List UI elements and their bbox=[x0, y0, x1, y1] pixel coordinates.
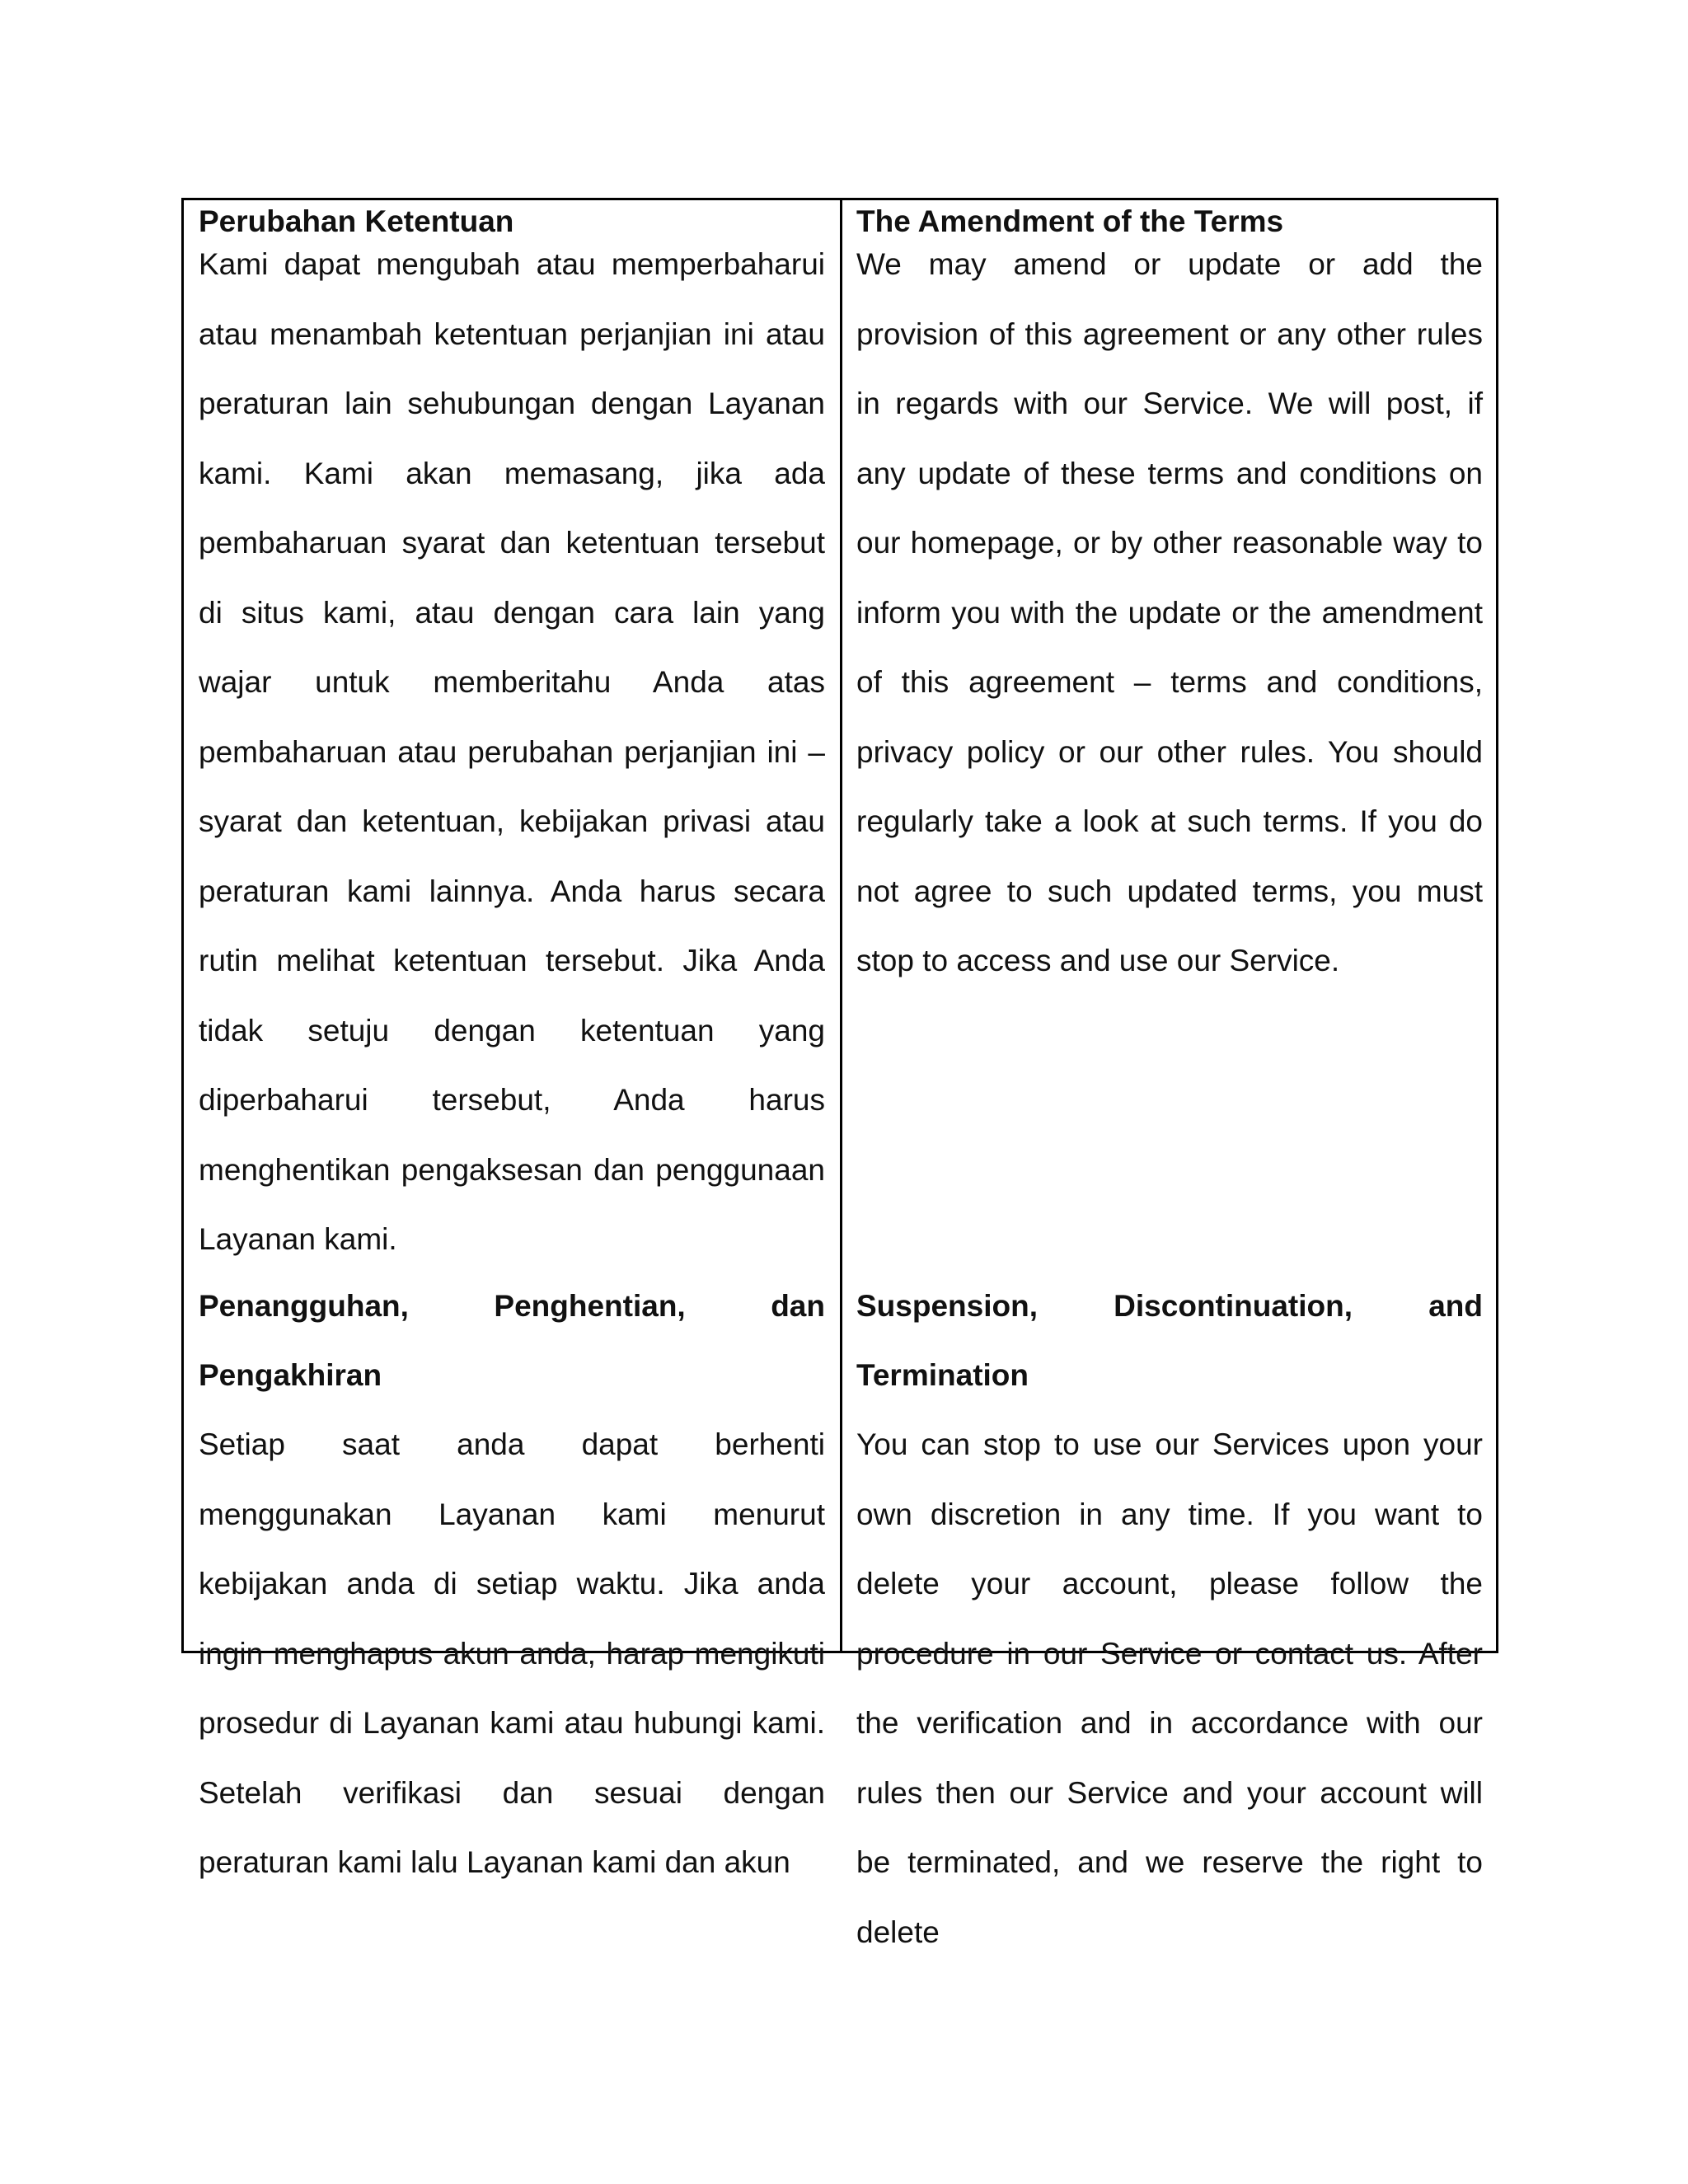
section-heading: Perubahan Ketentuan bbox=[199, 204, 514, 238]
bilingual-terms-table bbox=[181, 198, 1498, 1949]
section-heading: Penangguhan, Penghentian, dan Pengakhiran bbox=[199, 1289, 825, 1392]
section-body: You can stop to use our Services upon your own discretion in any time. If you want to delete your account, please follow the procedure in our Service or contact us. After the verification and in accordance with our rules then our Service and your account will be terminated, and we reserve the right to delete bbox=[856, 1427, 1483, 1949]
section-heading: Suspension, Discontinuation, and Termination bbox=[856, 1289, 1483, 1392]
section-body: Kami dapat mengubah atau memperbaharui atau menambah ketentuan perjanjian ini atau peraturan lain sehubungan dengan Layanan kami. Kami akan memasang, jika ada pembaharuan syarat dan ketentuan tersebut di situs kami, atau dengan cara lain yang wajar untuk memberitahu Anda atas pembaharuan atau perubahan perjanjian ini – syarat dan ketentuan, kebijakan privasi atau peraturan kami lainnya. Anda harus secara rutin melihat ketentuan tersebut. Jika Anda tidak setuju dengan ketentuan yang diperbaharui tersebut, Anda harus menghentikan pengaksesan dan penggunaan Layanan kami. bbox=[199, 247, 825, 1256]
section-heading: The Amendment of the Terms bbox=[856, 204, 1284, 238]
section-amendment-en bbox=[856, 200, 1483, 996]
section-body: We may amend or update or add the provision of this agreement or any other rules in regards with our Service. We will post, if any update of these terms and conditions on our homepage, or by other reasonable way to inform you with the update or the amendment of this agreement – terms and conditions, privacy policy or our other rules. You should regularly take a look at such terms. If you do not agree to such updated terms, you must stop to access and use our Service. bbox=[856, 247, 1483, 977]
column-divider bbox=[840, 200, 842, 1651]
section-body: Setiap saat anda dapat berhenti menggunakan Layanan kami menurut kebijakan anda di setiap waktu. Jika anda ingin menghapus akun anda, harap mengikuti prosedur di Layanan kami atau hubungi kami. Setelah verifikasi dan sesuai dengan peraturan kami lalu Layanan kami dan akun bbox=[199, 1427, 825, 1879]
section-amendment-id bbox=[199, 200, 825, 1275]
section-termination-id bbox=[199, 1285, 825, 1898]
section-termination-en bbox=[856, 1285, 1483, 1967]
